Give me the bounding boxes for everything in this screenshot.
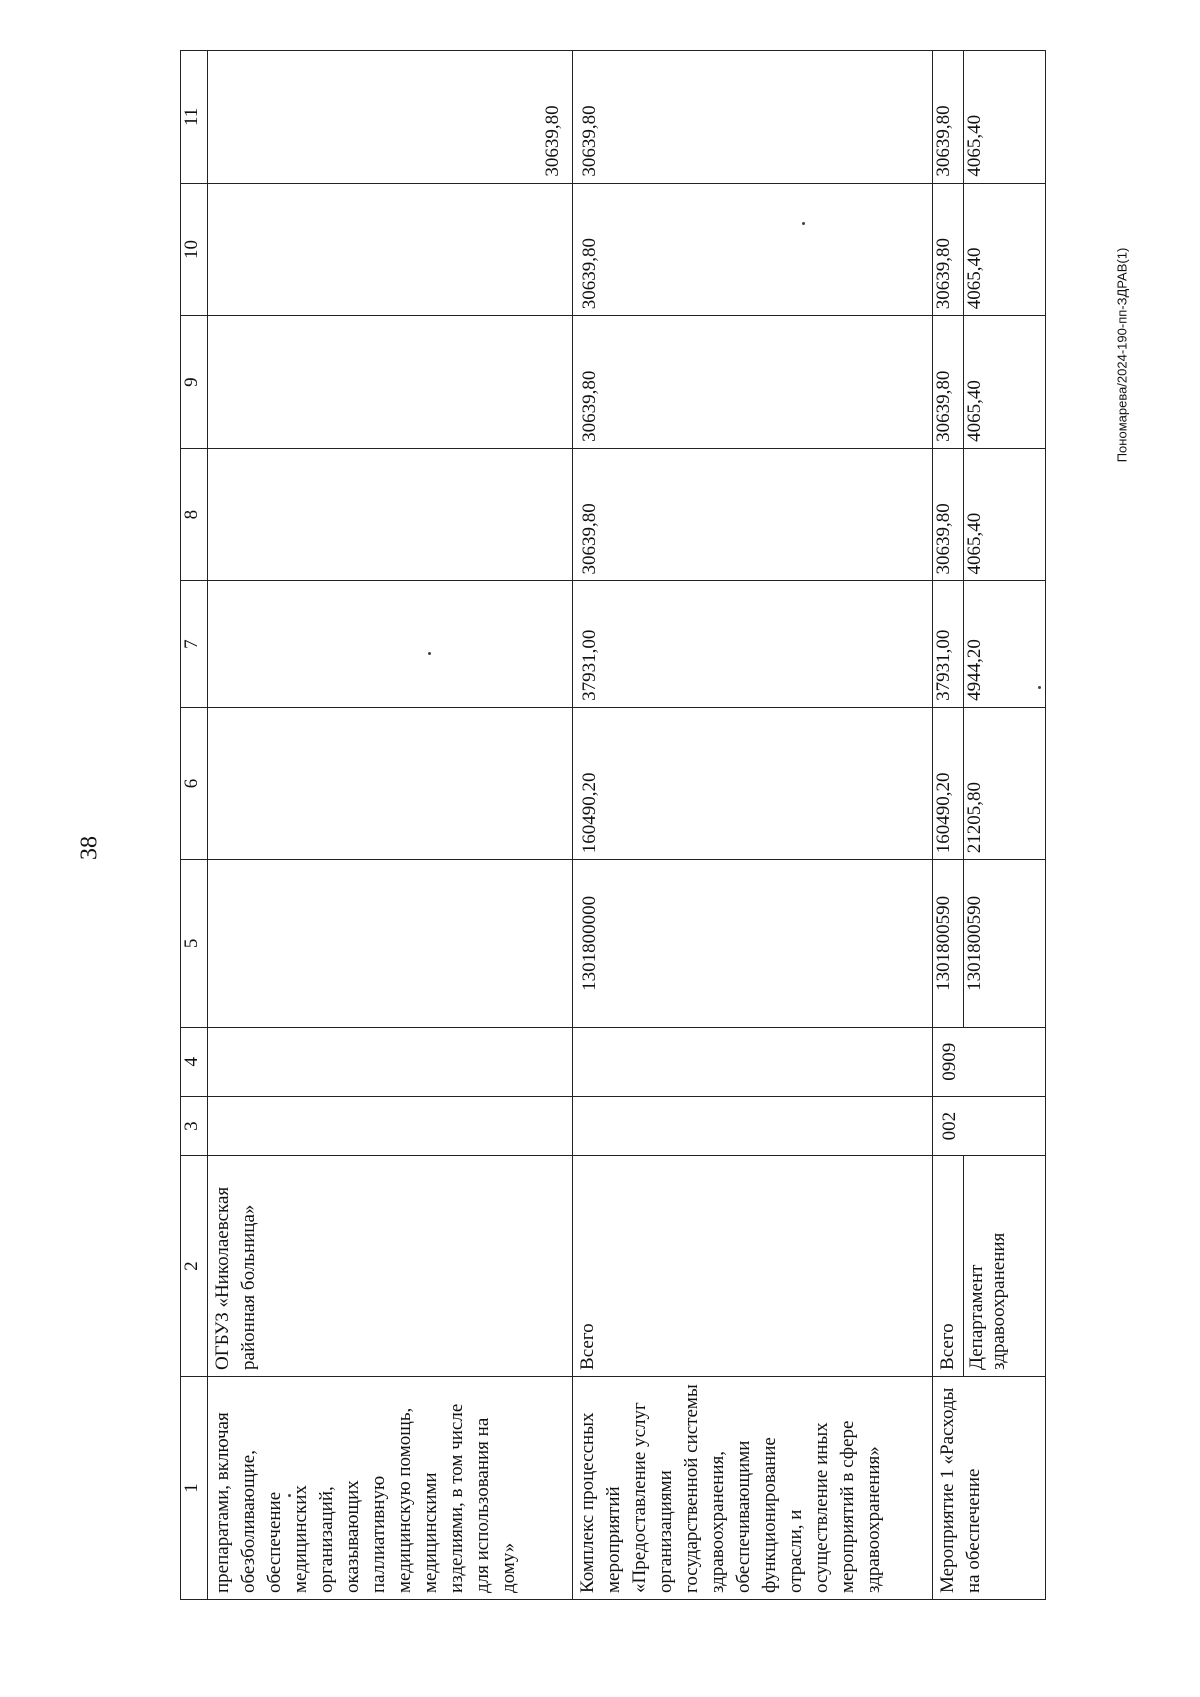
cell-executor: Департамент здравоохранения <box>964 1156 1046 1377</box>
cell-value <box>208 707 573 859</box>
column-header-row <box>181 51 208 1600</box>
cell-value: 4065,40 <box>964 316 1046 449</box>
column-header: 1 <box>181 1376 208 1599</box>
column-header: 5 <box>181 860 208 1027</box>
cell-value <box>208 183 573 316</box>
cell-csr: 1301800590 <box>933 860 964 1027</box>
cell-value: 160490,20 <box>933 707 964 859</box>
cell-value: 4065,40 <box>964 448 1046 581</box>
cell-description: Мероприятие 1 «Расходы на обеспечение <box>933 1376 1046 1599</box>
cell-value: 30639,80 <box>573 316 933 449</box>
cell-value: 30639,80 <box>933 316 964 449</box>
column-header: 10 <box>181 183 208 316</box>
cell-value <box>208 581 573 707</box>
column-header: 9 <box>181 316 208 449</box>
cell-rz-pr <box>573 1027 933 1096</box>
cell-value <box>208 448 573 581</box>
budget-table <box>180 50 1046 1600</box>
column-header: 4 <box>181 1027 208 1096</box>
column-header: 2 <box>181 1156 208 1377</box>
cell-grbs <box>573 1096 933 1155</box>
cell-grbs: 002 <box>933 1096 1046 1155</box>
cell-executor: ОГБУЗ «Николаевская районная больница» <box>208 1156 573 1377</box>
cell-value: 30639,80 <box>573 448 933 581</box>
cell-value: 4065,40 <box>964 183 1046 316</box>
table-row <box>964 51 1046 1600</box>
cell-executor: Всего <box>573 1156 933 1377</box>
budget-table-container <box>180 50 1040 1600</box>
cell-value: 30639,80 <box>208 51 573 184</box>
table-row <box>573 51 933 1600</box>
cell-value: 30639,80 <box>573 183 933 316</box>
table-row <box>208 51 573 1600</box>
table-row <box>933 51 964 1600</box>
column-header: 6 <box>181 707 208 859</box>
cell-grbs <box>208 1096 573 1155</box>
cell-rz-pr: 0909 <box>933 1027 1046 1096</box>
cell-value: 37931,00 <box>933 581 964 707</box>
cell-value: 160490,20 <box>573 707 933 859</box>
cell-csr: 1301800000 <box>573 860 933 1027</box>
cell-csr <box>208 860 573 1027</box>
cell-executor: Всего <box>933 1156 964 1377</box>
cell-value: 21205,80 <box>964 707 1046 859</box>
page-number: 38 <box>76 836 103 860</box>
column-header: 11 <box>181 51 208 184</box>
cell-value: 30639,80 <box>933 183 964 316</box>
cell-value: 30639,80 <box>933 51 964 184</box>
document-footer-code: Пономарева/2024-190-пп-ЗДРАВ(1) <box>1114 247 1130 463</box>
cell-csr: 1301800590 <box>964 860 1046 1027</box>
cell-value: 30639,80 <box>573 51 933 184</box>
cell-value: 37931,00 <box>573 581 933 707</box>
cell-value: 30639,80 <box>933 448 964 581</box>
column-header: 3 <box>181 1096 208 1155</box>
cell-rz-pr <box>208 1027 573 1096</box>
column-header: 8 <box>181 448 208 581</box>
cell-value: 4065,40 <box>964 51 1046 184</box>
cell-value: 4944,20 <box>964 581 1046 707</box>
cell-description: Комплекс процессных мероприятий «Предоставление услуг организациями государственной системы здравоохранения, обеспечивающими функционирование отрасли, и осуществление иных мероприятий в сфере здравоохранения» <box>573 1376 933 1599</box>
cell-description: препаратами, включая обезболивающие, обеспечение медицинских организаций, оказывающих паллиативную медицинскую помощь, медицинскими изделиями, в том числе для использования на дому» <box>208 1376 573 1599</box>
column-header: 7 <box>181 581 208 707</box>
cell-value <box>208 316 573 449</box>
